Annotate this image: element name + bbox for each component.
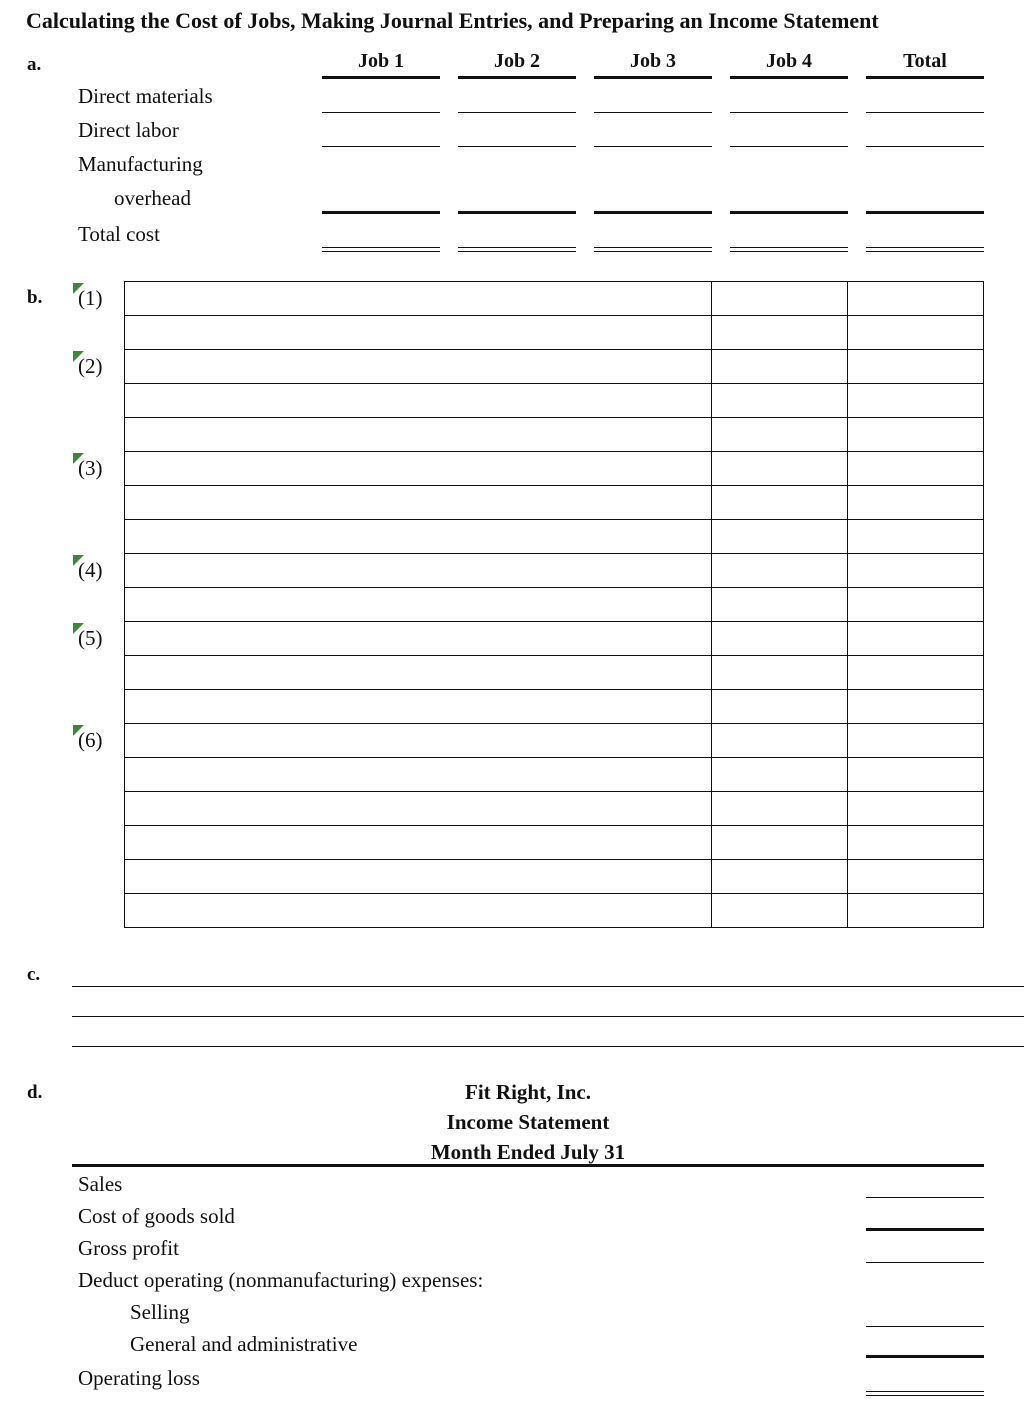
answer-line-dm-job4[interactable]	[730, 112, 848, 113]
statement-name: Income Statement	[446, 1110, 610, 1134]
answer-line-dm-job3[interactable]	[594, 112, 712, 113]
account-cell[interactable]	[124, 655, 712, 690]
account-cell[interactable]	[124, 349, 712, 384]
is-label-sales: Sales	[78, 1172, 123, 1196]
answer-line-moh-job4[interactable]	[730, 211, 848, 214]
credit-cell[interactable]	[847, 519, 984, 554]
debit-cell[interactable]	[711, 417, 848, 452]
company-name: Fit Right, Inc.	[465, 1080, 591, 1104]
credit-cell[interactable]	[847, 655, 984, 690]
answer-line-moh-total[interactable]	[866, 211, 984, 214]
debit-cell[interactable]	[711, 349, 848, 384]
step-label-1: (1)	[78, 286, 103, 310]
part-c-label: c.	[27, 964, 41, 985]
answer-line-total-total[interactable]	[866, 247, 984, 252]
debit-cell[interactable]	[711, 383, 848, 418]
debit-cell[interactable]	[711, 485, 848, 520]
part-b-label: b.	[27, 287, 43, 308]
answer-line-dl-job1[interactable]	[322, 146, 440, 147]
header-rule	[322, 76, 440, 79]
row-label-total-cost: Total cost	[78, 222, 160, 246]
step-label-6: (6)	[78, 728, 103, 752]
answer-line-dl-job3[interactable]	[594, 146, 712, 147]
credit-cell[interactable]	[847, 757, 984, 792]
credit-cell[interactable]	[847, 315, 984, 350]
answer-line-total-job4[interactable]	[730, 247, 848, 252]
part-c-answer-line-1[interactable]	[72, 986, 1024, 987]
account-cell[interactable]	[124, 417, 712, 452]
debit-cell[interactable]	[711, 723, 848, 758]
is-answer-line-operating-loss[interactable]	[866, 1391, 984, 1396]
account-cell[interactable]	[124, 587, 712, 622]
step-label-2: (2)	[78, 354, 103, 378]
is-answer-line-cogs[interactable]	[866, 1228, 984, 1231]
debit-cell[interactable]	[711, 553, 848, 588]
credit-cell[interactable]	[847, 281, 984, 316]
account-cell[interactable]	[124, 621, 712, 656]
col-header-total: Total	[903, 50, 947, 72]
account-cell[interactable]	[124, 723, 712, 758]
account-cell[interactable]	[124, 825, 712, 860]
credit-cell[interactable]	[847, 349, 984, 384]
debit-cell[interactable]	[711, 689, 848, 724]
debit-cell[interactable]	[711, 281, 848, 316]
account-cell[interactable]	[124, 893, 712, 928]
debit-cell[interactable]	[711, 655, 848, 690]
account-cell[interactable]	[124, 553, 712, 588]
answer-line-total-job1[interactable]	[322, 247, 440, 252]
part-c-answer-line-2[interactable]	[72, 1016, 1024, 1017]
is-label-selling: Selling	[130, 1300, 190, 1324]
account-cell[interactable]	[124, 519, 712, 554]
is-label-gross-profit: Gross profit	[78, 1236, 179, 1260]
statement-header-rule	[72, 1164, 984, 1167]
col-header-job3: Job 3	[629, 50, 677, 72]
debit-cell[interactable]	[711, 451, 848, 486]
is-answer-line-sales[interactable]	[866, 1197, 984, 1198]
answer-line-dm-job1[interactable]	[322, 112, 440, 113]
is-answer-line-g-and-a[interactable]	[866, 1355, 984, 1358]
credit-cell[interactable]	[847, 825, 984, 860]
is-label-deduct-expenses: Deduct operating (nonmanufacturing) expenses:	[78, 1268, 484, 1292]
answer-line-total-job2[interactable]	[458, 247, 576, 252]
debit-cell[interactable]	[711, 519, 848, 554]
debit-cell[interactable]	[711, 315, 848, 350]
header-rule	[458, 76, 576, 79]
row-label-direct-labor: Direct labor	[78, 118, 179, 142]
debit-cell[interactable]	[711, 757, 848, 792]
part-c-answer-line-3[interactable]	[72, 1046, 1024, 1047]
is-label-cogs: Cost of goods sold	[78, 1204, 235, 1228]
page-title: Calculating the Cost of Jobs, Making Journal Entries, and Preparing an Income Statement	[26, 8, 879, 33]
step-label-5: (5)	[78, 626, 103, 650]
account-cell[interactable]	[124, 485, 712, 520]
answer-line-total-job3[interactable]	[594, 247, 712, 252]
credit-cell[interactable]	[847, 451, 984, 486]
answer-line-moh-job1[interactable]	[322, 211, 440, 214]
account-cell[interactable]	[124, 315, 712, 350]
debit-cell[interactable]	[711, 621, 848, 656]
answer-line-dl-job4[interactable]	[730, 146, 848, 147]
credit-cell[interactable]	[847, 723, 984, 758]
row-label-direct-materials: Direct materials	[78, 84, 213, 108]
account-cell[interactable]	[124, 451, 712, 486]
credit-cell[interactable]	[847, 791, 984, 826]
is-answer-line-selling[interactable]	[866, 1326, 984, 1327]
is-label-g-and-a: General and administrative	[130, 1332, 358, 1356]
debit-cell[interactable]	[711, 825, 848, 860]
step-label-4: (4)	[78, 558, 103, 582]
answer-line-dl-total[interactable]	[866, 146, 984, 147]
credit-cell[interactable]	[847, 485, 984, 520]
row-label-manufacturing: Manufacturing	[78, 152, 203, 176]
part-d-label: d.	[27, 1082, 43, 1103]
answer-line-moh-job2[interactable]	[458, 211, 576, 214]
col-header-job4: Job 4	[765, 50, 813, 72]
credit-cell[interactable]	[847, 621, 984, 656]
col-header-job2: Job 2	[493, 50, 541, 72]
answer-line-moh-job3[interactable]	[594, 211, 712, 214]
credit-cell[interactable]	[847, 553, 984, 588]
account-cell[interactable]	[124, 791, 712, 826]
debit-cell[interactable]	[711, 587, 848, 622]
credit-cell[interactable]	[847, 893, 984, 928]
debit-cell[interactable]	[711, 791, 848, 826]
account-cell[interactable]	[124, 859, 712, 894]
account-cell[interactable]	[124, 689, 712, 724]
credit-cell[interactable]	[847, 689, 984, 724]
account-cell[interactable]	[124, 281, 712, 316]
row-label-overhead: overhead	[114, 186, 191, 210]
debit-cell[interactable]	[711, 859, 848, 894]
credit-cell[interactable]	[847, 859, 984, 894]
credit-cell[interactable]	[847, 587, 984, 622]
answer-line-dm-total[interactable]	[866, 112, 984, 113]
credit-cell[interactable]	[847, 383, 984, 418]
header-rule	[730, 76, 848, 79]
is-answer-line-gross-profit[interactable]	[866, 1262, 984, 1263]
answer-line-dl-job2[interactable]	[458, 146, 576, 147]
is-label-operating-loss: Operating loss	[78, 1366, 200, 1390]
account-cell[interactable]	[124, 383, 712, 418]
header-rule	[866, 76, 984, 79]
debit-cell[interactable]	[711, 893, 848, 928]
statement-period: Month Ended July 31	[430, 1140, 626, 1164]
header-rule	[594, 76, 712, 79]
credit-cell[interactable]	[847, 417, 984, 452]
part-a-label: a.	[27, 54, 42, 75]
col-header-job1: Job 1	[357, 50, 405, 72]
step-label-3: (3)	[78, 456, 103, 480]
account-cell[interactable]	[124, 757, 712, 792]
answer-line-dm-job2[interactable]	[458, 112, 576, 113]
